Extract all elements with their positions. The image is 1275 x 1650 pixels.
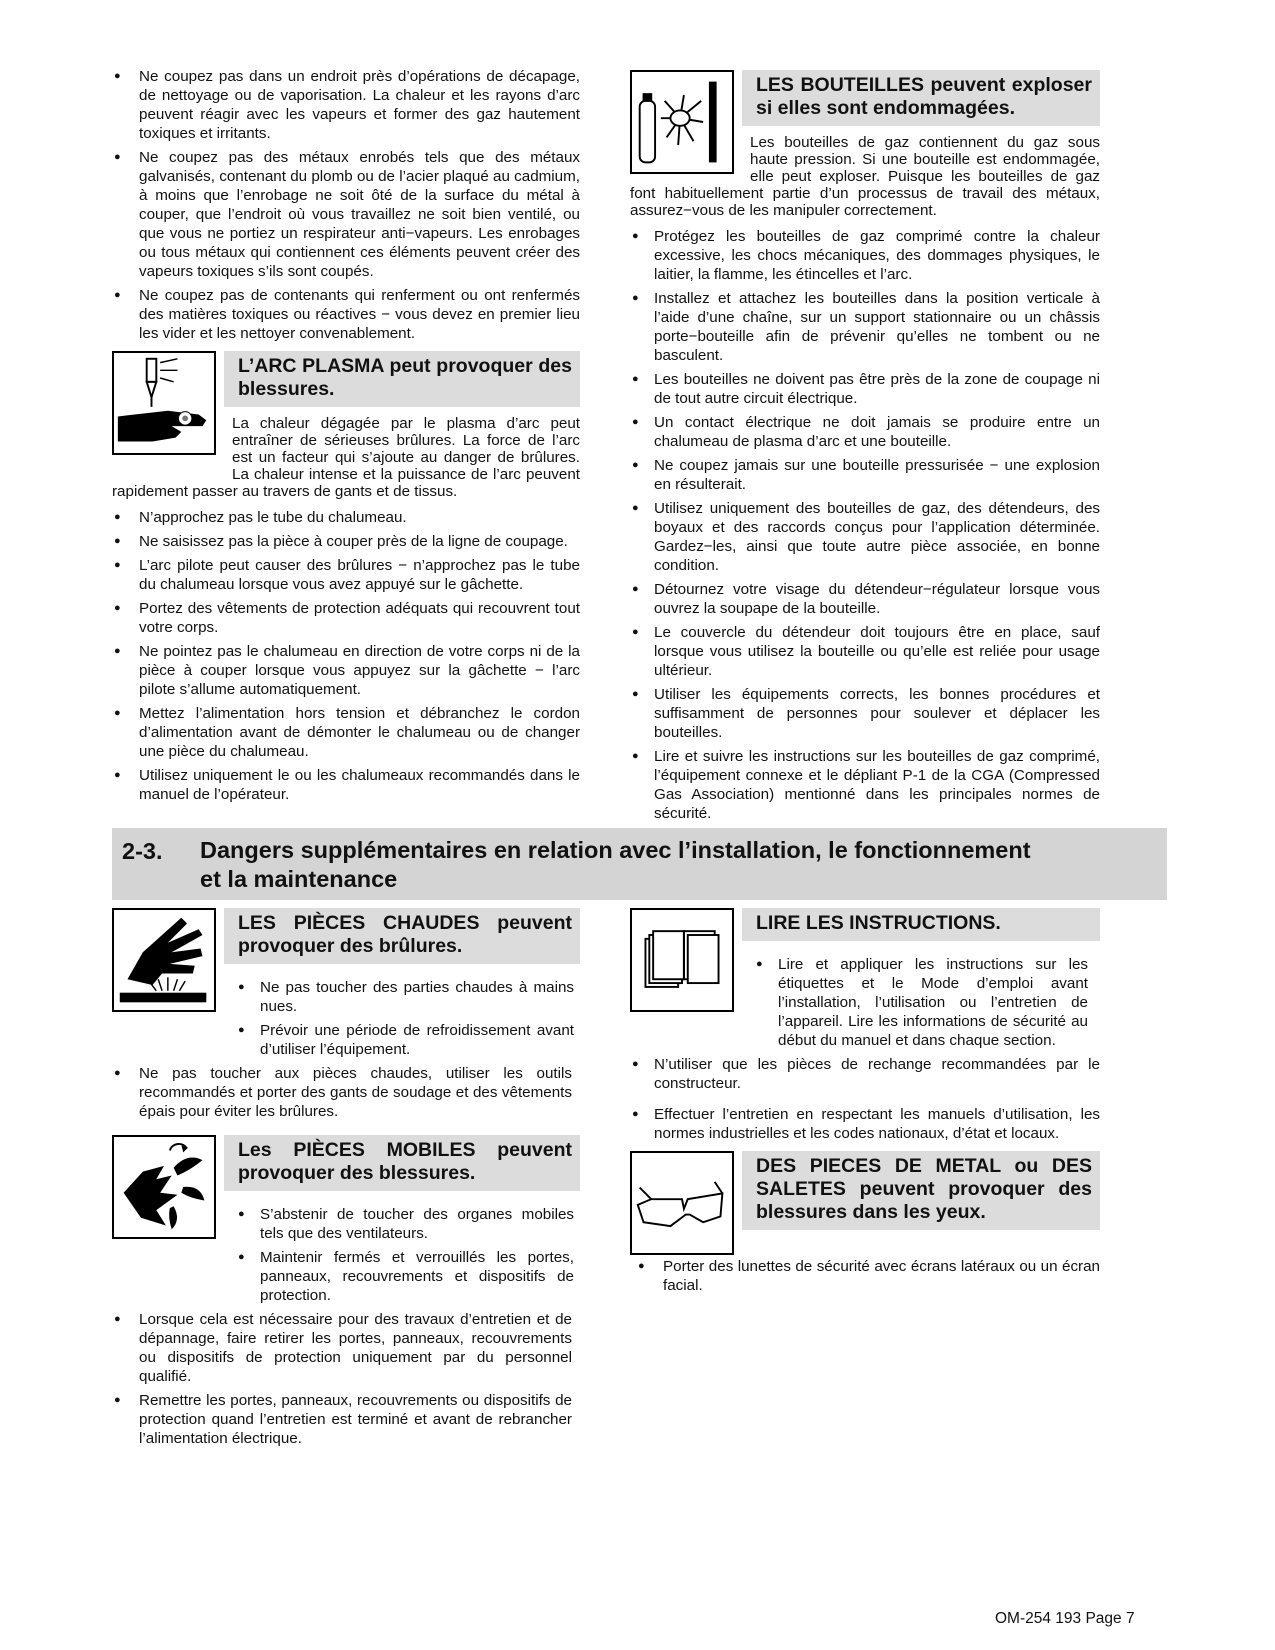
hot-parts-title: LES PIÈCES CHAUDES peuvent provoquer des brûlures.	[224, 908, 580, 964]
list-item: ● Ne pas toucher aux pièces chaudes, utiliser les outils recommandés et porter des gants de soudage et des vêtements épais pour éviter les brûlures.	[112, 1064, 572, 1121]
moving-parts-fan-icon	[112, 1135, 216, 1239]
cylinder-explosion-icon	[630, 70, 734, 174]
cylinder-hazard-title: LES BOUTEILLES peuvent exploser si elles sont endommagées.	[742, 70, 1100, 126]
safety-glasses-icon	[630, 1151, 734, 1255]
list-item: ● Prévoir une période de refroidissement avant d’utiliser l’équipement.	[236, 1021, 574, 1059]
list-item: ● Ne pointez pas le chalumeau en direction de votre corps ni de la pièce à couper lorsque vous appuyez sur la gâchette − l’arc pilote s’allume automatiquement.	[112, 642, 580, 699]
section-header	[112, 828, 1167, 900]
hot-parts-bullet-list	[112, 1064, 572, 1121]
plasma-hazard-body: La chaleur dégagée par le plasma d’arc peut entraîner de sérieuses brûlures. La force de l’arc est un facteur qui s’ajoute au danger de brûlures. La chaleur intense et la puissance de l’arc peuvent rapidement passer au travers de gants et de tissus.	[112, 415, 580, 500]
plasma-hazard-block	[112, 351, 580, 500]
cylinder-hazard-block	[630, 70, 1100, 219]
cylinder-hazard-body: Les bouteilles de gaz contiennent du gaz sous haute pression. Si une bouteille est endommagée, elle peut exploser. Puisque les bouteilles de gaz font habituellement partie d’un processus de travail des métaux, assurez−vous de les manipuler correctement.	[630, 134, 1100, 219]
moving-parts-bullet-list	[112, 1310, 572, 1448]
list-item: ● Installez et attachez les bouteilles dans la position verticale à l’aide d’une chaîne, sur un support stationnaire ou un châssis porte−bouteille afin de prévenir qu’elles ne tombent ou ne basculent.	[630, 289, 1100, 365]
list-item: ● Protégez les bouteilles de gaz comprimé contre la chaleur excessive, les chocs mécaniques, des dommages physiques, le laitier, la flamme, les étincelles et l’arc.	[630, 227, 1100, 284]
list-item: ● Ne coupez pas des métaux enrobés tels que des métaux galvanisés, contenant du plomb ou de l’acier plaqué au cadmium, à moins que l’enrobage ne soit ôté de la surface du métal à couper, que l’endroit où vous travaillez ne soit bien ventilé, ou que vous ne portiez un respirateur anti−vapeurs. Les enrobages ou tous métaux qui contiennent ces éléments peuvent créer des vapeurs toxiques s’ils sont coupés.	[112, 148, 580, 281]
left-column	[112, 67, 580, 809]
moving-parts-block	[112, 1135, 580, 1305]
hot-parts-inner-list	[236, 978, 574, 1059]
list-item: ● N’utiliser que les pièces de rechange recommandées par le constructeur.	[630, 1055, 1100, 1093]
right-column	[630, 70, 1100, 828]
section-title-line2: et la maintenance	[200, 866, 398, 892]
list-item: ● Mettez l’alimentation hors tension et débranchez le cordon d’alimentation avant de démonter le chalumeau ou de changer une pièce du chalumeau.	[112, 704, 580, 761]
page-footer: OM-254 193 Page 7	[995, 1610, 1135, 1627]
list-item: ● Ne saisissez pas la pièce à couper près de la ligne de coupage.	[112, 532, 580, 551]
section-title-line1: Dangers supplémentaires en relation avec l’installation, le fonctionnement	[200, 837, 1031, 863]
moving-parts-inner-list	[236, 1205, 574, 1305]
cylinder-bullet-list	[630, 227, 1100, 823]
read-instructions-title: LIRE LES INSTRUCTIONS.	[742, 908, 1100, 941]
list-item: ● Lorsque cela est nécessaire pour des travaux d’entretien et de dépannage, faire retirer les portes, panneaux, recouvrements ou dispositifs de protection uniquement par du personnel qualifié.	[112, 1310, 572, 1386]
moving-parts-title: Les PIÈCES MOBILES peuvent provoquer des blessures.	[224, 1135, 580, 1191]
flying-metal-block	[630, 1151, 1100, 1247]
list-item: ● Utiliser les équipements corrects, les bonnes procédures et suffisamment de personnes pour soulever et déplacer les bouteilles.	[630, 685, 1100, 742]
section-number: 2-3.	[122, 838, 163, 864]
manual-book-icon	[630, 908, 734, 1012]
list-item: ● Utilisez uniquement des bouteilles de gaz, des détendeurs, des boyaux et des raccords conçus pour l’application déterminée. Gardez−les, ainsi que toute autre pièce associée, en bonne condition.	[630, 499, 1100, 575]
list-item: ● Les bouteilles ne doivent pas être près de la zone de coupage ni de tout autre circuit électrique.	[630, 370, 1100, 408]
list-item: ● Lire et suivre les instructions sur les bouteilles de gaz comprimé, l’équipement connexe et le dépliant P-1 de la CGA (Compressed Gas Association) mentionné dans les principales normes de sécurité.	[630, 747, 1100, 823]
flying-metal-bullet-list	[636, 1257, 1100, 1295]
list-item: ● Lire et appliquer les instructions sur les étiquettes et le Mode d’emploi avant l’installation, l’utilisation ou l’entretien de l’appareil. Lire les informations de sécurité au début du manuel et dans chaque section.	[754, 955, 1088, 1050]
plasma-arc-hand-icon	[112, 351, 216, 455]
list-item: ● Un contact électrique ne doit jamais se produire entre un chalumeau de plasma d’arc et une bouteille.	[630, 413, 1100, 451]
list-item: ● Portez des vêtements de protection adéquats qui recouvrent tout votre corps.	[112, 599, 580, 637]
list-item: ● Utilisez uniquement le ou les chalumeaux recommandés dans le manuel de l’opérateur.	[112, 766, 580, 804]
intro-bullet-list	[112, 67, 580, 343]
list-item: ● Maintenir fermés et verrouillés les portes, panneaux, recouvrements et dispositifs de protection.	[236, 1248, 574, 1305]
list-item: ● Porter des lunettes de sécurité avec écrans latéraux ou un écran facial.	[636, 1257, 1100, 1295]
read-instructions-inner-list	[754, 955, 1088, 1050]
hot-parts-block	[112, 908, 580, 1059]
left-column-lower	[112, 908, 580, 1453]
read-instructions-bullet-list	[630, 1055, 1100, 1143]
list-item: ● Ne coupez pas dans un endroit près d’opérations de décapage, de nettoyage ou de vaporisation. La chaleur et les rayons d’arc peuvent réagir avec les vapeurs et former des gaz hautement toxiques et irritants.	[112, 67, 580, 143]
read-instructions-block	[630, 908, 1100, 1050]
plasma-hazard-title: L’ARC PLASMA peut provoquer des blessures.	[224, 351, 580, 407]
list-item: ● Remettre les portes, panneaux, recouvrements ou dispositifs de protection quand l’entretien est terminé et avant de rebrancher l’alimentation électrique.	[112, 1391, 572, 1448]
list-item: ● N’approchez pas le tube du chalumeau.	[112, 508, 580, 527]
list-item: ● Ne coupez pas de contenants qui renferment ou ont renfermés des matières toxiques ou réactives − vous devez en premier lieu les vider et les nettoyer convenablement.	[112, 286, 580, 343]
right-column-lower	[630, 908, 1100, 1300]
list-item: ● L’arc pilote peut causer des brûlures − n’approchez pas le tube du chalumeau lorsque vous avez appuyé sur le gâchette.	[112, 556, 580, 594]
list-item: ● Ne coupez jamais sur une bouteille pressurisée − une explosion en résulterait.	[630, 456, 1100, 494]
list-item: ● Ne pas toucher des parties chaudes à mains nues.	[236, 978, 574, 1016]
list-item: ● Effectuer l’entretien en respectant les manuels d’utilisation, les normes industrielles et les codes nationaux, d’état et locaux.	[630, 1105, 1100, 1143]
list-item: ● S’abstenir de toucher des organes mobiles tels que des ventilateurs.	[236, 1205, 574, 1243]
hot-parts-hand-icon	[112, 908, 216, 1012]
plasma-bullet-list	[112, 508, 580, 804]
list-item: ● Le couvercle du détendeur doit toujours être en place, sauf lorsque vous utilisez la bouteille ou qu’elle est reliée pour usage ultérieur.	[630, 623, 1100, 680]
list-item: ● Détournez votre visage du détendeur−régulateur lorsque vous ouvrez la soupape de la bouteille.	[630, 580, 1100, 618]
flying-metal-title: DES PIECES DE METAL ou DES SALETES peuvent provoquer des blessures dans les yeux.	[742, 1151, 1100, 1230]
